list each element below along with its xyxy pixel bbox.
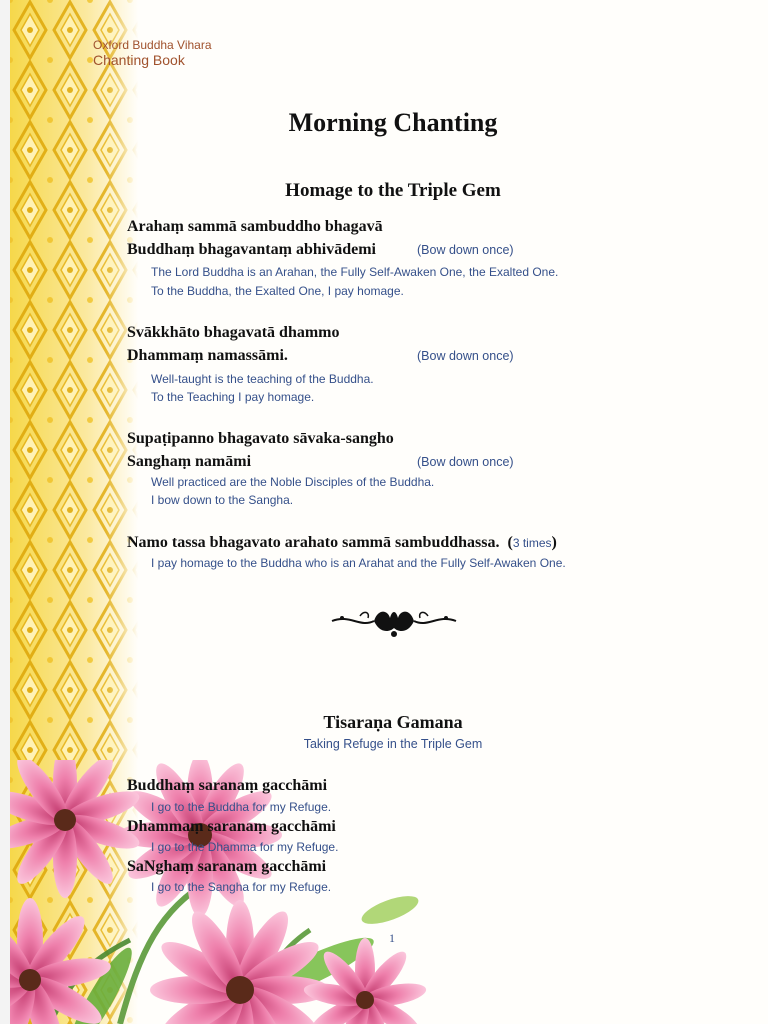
verse3-line1: Supaṭipanno bhagavato sāvaka-sangho — [127, 430, 394, 447]
verse2-line2: Dhammaṃ namassāmi. — [127, 347, 288, 364]
refuge1-pali: Buddhaṃ saranaṃ gacchāmi — [127, 777, 328, 794]
verse1-line1: Arahaṃ sammā sambuddho bhagavā — [127, 218, 383, 235]
page-number: 1 — [389, 931, 395, 945]
page-title: Morning Chanting — [288, 108, 498, 137]
refuge1-translation: I go to the Buddha for my Refuge. — [151, 800, 332, 814]
verse2-translation2: To the Teaching I pay homage. — [151, 390, 315, 404]
verse1-line2: Buddhaṃ bhagavantaṃ abhivādemi — [127, 241, 376, 258]
ornament-divider — [330, 604, 458, 638]
refuge2-translation: I go to the Dhamma for my Refuge. — [151, 840, 339, 854]
verse1-bow-note: (Bow down once) — [417, 243, 514, 257]
header-book-title: Chanting Book — [93, 52, 185, 68]
verse4-times: 3 times — [512, 536, 552, 550]
verse1-translation2: To the Buddha, the Exalted One, I pay homage. — [151, 284, 404, 298]
header-organization: Oxford Buddha Vihara — [93, 38, 212, 52]
refuge2-pali: Dhammaṃ saranaṃ gacchāmi — [127, 818, 336, 835]
refuge3-pali: SaNghaṃ saranaṃ gacchāmi — [127, 858, 327, 875]
verse4-translation: I pay homage to the Buddha who is an Arahat and the Fully Self-Awaken One. — [151, 556, 566, 570]
verse2-line1: Svākkhāto bhagavatā dhammo — [127, 324, 340, 341]
verse3-bow-note: (Bow down once) — [417, 455, 514, 469]
refuge3-translation: I go to the Sangha for my Refuge. — [151, 880, 332, 894]
verse4-text: Namo tassa bhagavato arahato sammā sambuddhassa. — [127, 534, 500, 551]
verse4-close-paren: ) — [551, 534, 557, 551]
page-left-edge — [0, 0, 10, 1024]
section-subtitle-refuge: Taking Refuge in the Triple Gem — [303, 737, 483, 751]
section-heading-tisarana: Tisaraṇa Gamana — [323, 712, 463, 732]
verse3-translation2: I bow down to the Sangha. — [151, 493, 294, 507]
section-heading-triple-gem: Homage to the Triple Gem — [285, 180, 501, 201]
verse3-translation1: Well practiced are the Noble Disciples of the Buddha. — [151, 475, 435, 489]
verse1-translation1: The Lord Buddha is an Arahan, the Fully Self-Awaken One, the Exalted One. — [151, 265, 559, 279]
verse2-bow-note: (Bow down once) — [417, 349, 514, 363]
verse2-translation1: Well-taught is the teaching of the Buddha. — [151, 372, 374, 386]
verse4-line — [127, 534, 557, 552]
verse3-line2: Sanghaṃ namāmi — [127, 453, 252, 470]
verse4-open-paren: ( — [507, 534, 513, 551]
